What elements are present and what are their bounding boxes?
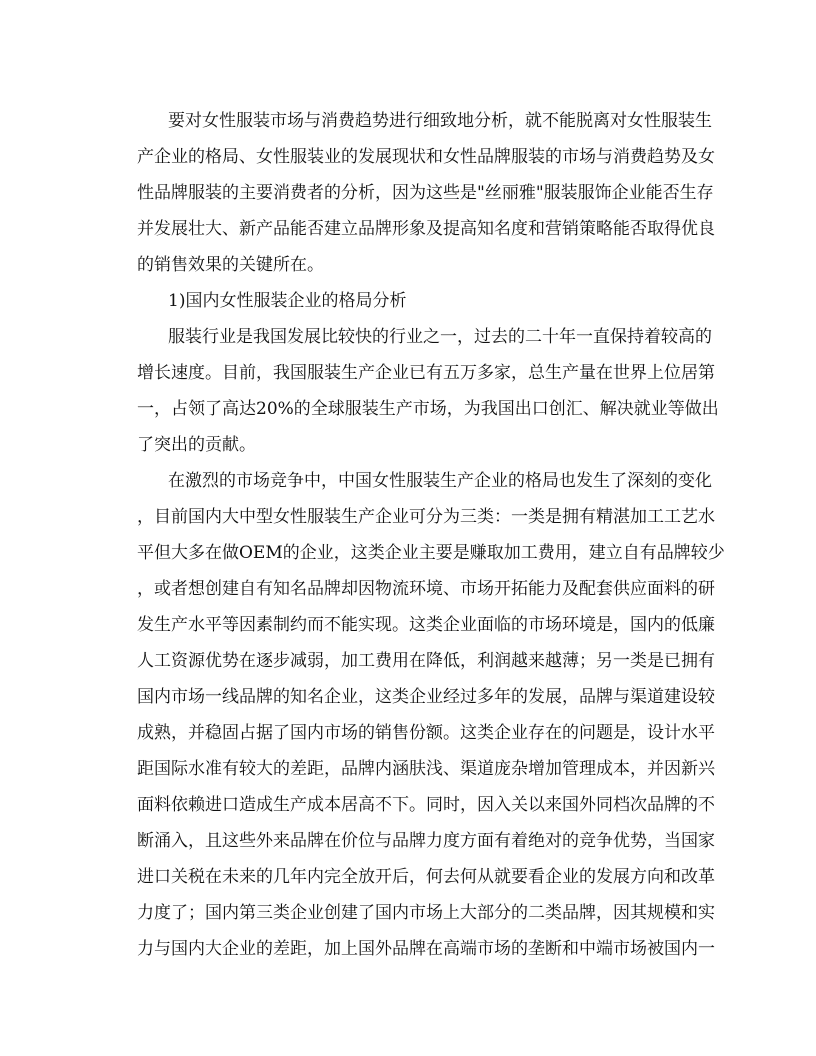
paragraph-2-line-5: 发生产水平等因素制约而不能实现。这类企业面临的市场环境是，国内的低廉 [137,615,715,635]
paragraph-2-line-10: 面料依赖进口造成生产成本居高不下。同时，因入关以来国外同档次品牌的不 [137,795,715,815]
paragraph-1-line-4: 了突出的贡献。 [137,435,256,455]
paragraph-1-line-3: 一，占领了高达20%的全球服装生产市场，为我国出口创汇、解决就业等做出 [137,399,719,419]
intro-line-5: 的销售效果的关键所在。 [137,255,324,275]
paragraph-2-line-2: ，目前国内大中型女性服装生产企业可分为三类：一类是拥有精湛加工工艺水 [137,507,715,527]
intro-line-4: 并发展壮大、新产品能否建立品牌形象及提高知名度和营销策略能否取得优良 [137,219,715,239]
paragraph-2-line-7: 国内市场一线品牌的知名企业，这类企业经过多年的发展，品牌与渠道建设较 [137,687,715,707]
paragraph-2-line-6: 人工资源优势在逐步减弱，加工费用在降低，利润越来越薄；另一类是已拥有 [137,651,715,671]
paragraph-2-line-11: 断涌入，且这些外来品牌在价位与品牌力度方面有着绝对的竞争优势，当国家 [137,831,715,851]
intro-line-2: 产企业的格局、女性服装业的发展现状和女性品牌服装的市场与消费趋势及女 [137,147,715,167]
paragraph-2-line-1: 在激烈的市场竞争中，中国女性服装生产企业的格局也发生了深刻的变化 [168,471,712,491]
section-heading: 1)国内女性服装企业的格局分析 [168,291,407,311]
intro-line-1: 要对女性服装市场与消费趋势进行细致地分析，就不能脱离对女性服装生 [168,111,712,131]
intro-line-3: 性品牌服装的主要消费者的分析，因为这些是"丝丽雅"服装服饰企业能否生存 [137,183,714,203]
paragraph-2-line-3: 平但大多在做OEM的企业，这类企业主要是赚取加工费用，建立自有品牌较少 [137,543,725,563]
paragraph-2-line-13: 力度了；国内第三类企业创建了国内市场上大部分的二类品牌，因其规模和实 [137,903,715,923]
paragraph-1-line-1: 服装行业是我国发展比较快的行业之一，过去的二十年一直保持着较高的 [168,327,712,347]
paragraph-2-line-9: 距国际水准有较大的差距，品牌内涵肤浅、渠道庞杂增加管理成本，并因新兴 [137,759,715,779]
paragraph-1-line-2: 增长速度。目前，我国服装生产企业已有五万多家，总生产量在世界上位居第 [137,363,715,383]
paragraph-2-line-4: ，或者想创建自有知名品牌却因物流环境、市场开拓能力及配套供应面料的研 [137,579,715,599]
paragraph-2-line-14: 力与国内大企业的差距，加上国外品牌在高端市场的垄断和中端市场被国内一 [137,939,715,959]
paragraph-2-line-12: 进口关税在未来的几年内完全放开后，何去何从就要看企业的发展方向和改革 [137,867,715,887]
paragraph-2-line-8: 成熟，并稳固占据了国内市场的销售份额。这类企业存在的问题是，设计水平 [137,723,715,743]
